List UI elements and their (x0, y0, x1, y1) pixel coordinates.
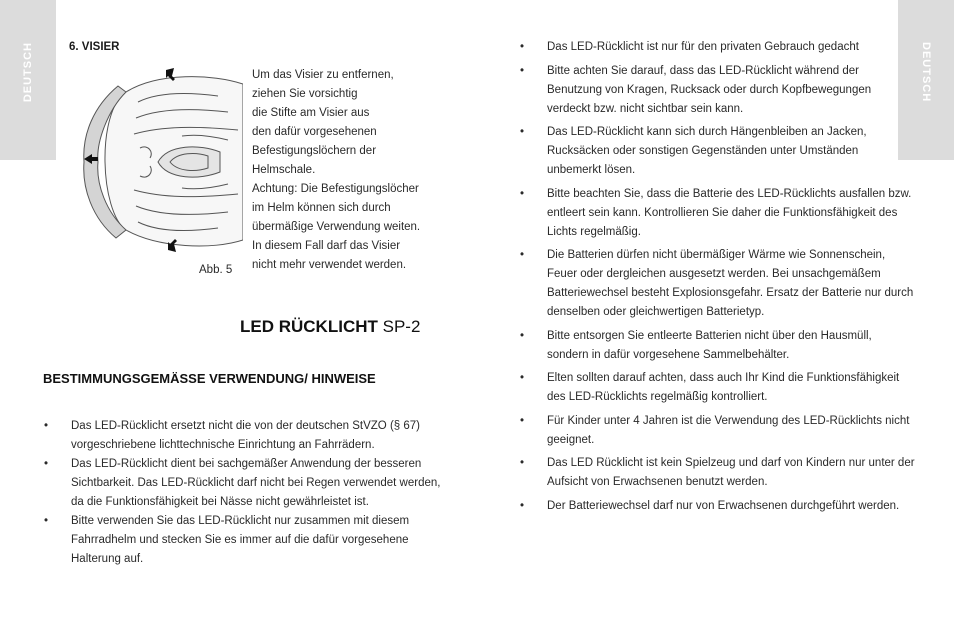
list-item: • Das LED-Rücklicht ersetzt nicht die von der deutschen StVZO (§ 67) vorgeschriebene lichttechnische Einrichtung an Fahrrädern. (44, 417, 444, 455)
figure-caption: Abb. 5 (199, 264, 233, 276)
list-item: • Bitte achten Sie darauf, dass das LED-Rücklicht während der Benutzung von Kragen, Rucksack oder durch Kopfbewegungen verdeckt bzw. nicht sichtbar sein kann. (520, 62, 915, 119)
list-item: • Bitte beachten Sie, dass die Batterie des LED-Rücklichts ausfallen bzw. entleert sein kann. Kontrollieren Sie daher die Funktionsfähigkeit des Lichts regelmäßig. (520, 185, 915, 242)
product-title (240, 317, 420, 337)
usage-list-left (44, 417, 444, 569)
list-item: • Das LED-Rücklicht dient bei sachgemäßer Anwendung der besseren Sichtbarkeit. Das LED-Rücklicht darf nicht bei Regen verwendet werden, da die Funktionsfähigkeit bei Nässe nicht gewährleistet ist. (44, 455, 444, 512)
list-item: • Der Batteriewechsel darf nur von Erwachsenen durchgeführt werden. (520, 497, 915, 516)
helmet-visor-illustration (78, 62, 243, 257)
list-item: • Bitte verwenden Sie das LED-Rücklicht nur zusammen mit diesem Fahrradhelm und stecken Sie es immer auf die dafür vorgesehene Halterung auf. (44, 512, 444, 569)
usage-heading: BESTIMMUNGSGEMÄSSE VERWENDUNG/ HINWEISE (43, 371, 376, 386)
list-item: • Elten sollten darauf achten, dass auch Ihr Kind die Funktionsfähigkeit des LED-Rücklichts regelmäßig kontrolliert. (520, 369, 915, 407)
usage-list-right (520, 38, 915, 520)
product-title-name: LED RÜCKLICHT (240, 317, 378, 336)
product-model: SP-2 (382, 317, 421, 336)
language-tab-left-label: DEUTSCH (22, 42, 34, 103)
visor-heading: 6. VISIER (69, 41, 120, 53)
list-item: • Das LED-Rücklicht kann sich durch Hängenbleiben an Jacken, Rucksäcken oder sonstigen Gegenständen unter Umständen unbemerkt lösen. (520, 123, 915, 180)
list-item: • Die Batterien dürfen nicht übermäßiger Wärme wie Sonnenschein, Feuer oder dergleichen ausgesetzt werden. Bei unsachgemäßem Batteriewechsel besteht Explosionsgefahr. Ersatz der Batterie nur durch denselben oder gleichwertigen Batterietyp. (520, 246, 915, 322)
list-item: • Für Kinder unter 4 Jahren ist die Verwendung des LED-Rücklichts nicht geeignet. (520, 412, 915, 450)
visor-instructions (252, 66, 452, 275)
list-item: • Das LED Rücklicht ist kein Spielzeug und darf von Kindern nur unter der Aufsicht von Erwachsenen benutzt werden. (520, 454, 915, 492)
list-item: • Das LED-Rücklicht ist nur für den privaten Gebrauch gedacht (520, 38, 915, 57)
list-item: • Bitte entsorgen Sie entleerte Batterien nicht über den Hausmüll, sondern in dafür vorgesehene Sammelbehälter. (520, 327, 915, 365)
language-tab-right-label: DEUTSCH (920, 42, 932, 103)
visor-instructions-text: Um das Visier zu entfernen, ziehen Sie vorsichtig die Stifte am Visier aus den dafür vorgesehenen Befestigungslöchern der Helmschale. Achtung: Die Befestigungslöcher im Helm können sich durch übermäßige Verwendung weiten. In diesem Fall darf das Visier nicht mehr verwendet werden. (252, 69, 421, 271)
